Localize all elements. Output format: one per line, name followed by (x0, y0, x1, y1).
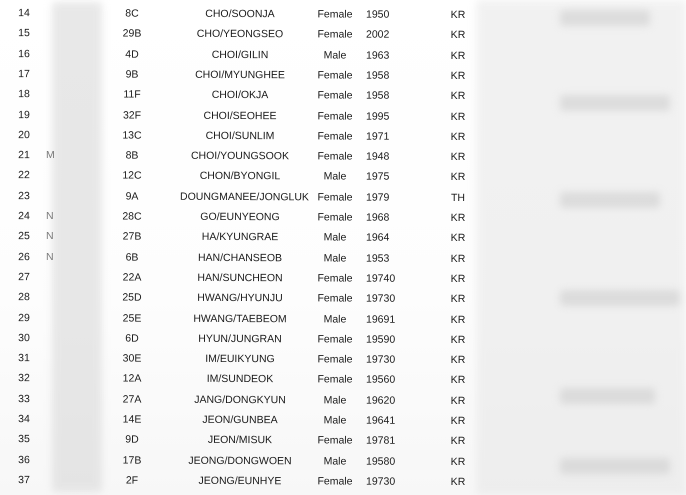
table-row (0, 226, 686, 249)
nationality: KR (450, 49, 466, 62)
table-row (0, 23, 686, 46)
seat-number: 9D (125, 433, 139, 446)
table-row (0, 287, 686, 310)
gender: Male (323, 252, 347, 265)
passenger-name: HWANG/HYUNJU (197, 292, 283, 305)
table-row (0, 247, 686, 270)
birth-year: 1963 (365, 49, 390, 62)
seat-number: 9B (125, 68, 139, 81)
seat-number: 6B (125, 251, 139, 264)
row-number: 30 (18, 331, 30, 344)
row-number: 19 (18, 108, 30, 121)
nationality: KR (450, 90, 466, 103)
gender: Male (323, 231, 347, 244)
birth-year: 19560 (365, 373, 396, 387)
nationality: KR (450, 313, 466, 326)
seat-number: 2F (125, 474, 139, 487)
birth-year: 1948 (365, 150, 390, 163)
passenger-name: JEONG/EUNHYE (198, 474, 282, 488)
birth-year: 19620 (365, 394, 396, 407)
passenger-name: JEON/GUNBEA (202, 413, 278, 427)
seat-number: 13C (122, 129, 142, 142)
gender: Female (317, 272, 353, 285)
passenger-name: CHO/SOONJA (205, 7, 275, 21)
passenger-name: GO/EUNYEONG (200, 210, 280, 224)
row-number: 29 (18, 311, 30, 324)
table-row (0, 84, 686, 107)
gender: Female (317, 211, 353, 224)
table-row (0, 267, 686, 290)
birth-year: 19641 (365, 414, 396, 427)
row-number: 28 (18, 291, 30, 304)
passenger-name: IM/EUIKYUNG (205, 352, 275, 366)
row-number: 27 (18, 270, 30, 284)
seat-number: 27A (122, 393, 142, 406)
passenger-name: CHOI/SUNLIM (205, 129, 275, 142)
passenger-name: CHOI/YOUNGSOOK (190, 149, 290, 163)
nationality: KR (450, 293, 466, 306)
gender: Male (323, 312, 347, 326)
passenger-name: HAN/SUNCHEON (197, 271, 283, 285)
gender: Male (323, 170, 347, 183)
birth-year: 1968 (365, 211, 390, 224)
gender: Female (317, 191, 353, 204)
birth-year: 1958 (365, 69, 390, 82)
gender: Female (317, 69, 353, 82)
table-row (0, 44, 686, 67)
partial-text-fragment: N (46, 230, 54, 243)
table-row (0, 308, 686, 331)
row-number: 34 (18, 413, 30, 426)
nationality: KR (450, 130, 466, 143)
row-number: 21 (18, 149, 30, 162)
gender: Male (323, 49, 347, 62)
gender: Female (317, 8, 353, 21)
row-number: 15 (18, 27, 30, 40)
seat-number: 17B (122, 454, 142, 467)
nationality: KR (450, 394, 466, 407)
nationality: KR (450, 232, 466, 245)
row-number: 23 (18, 189, 30, 202)
table-row (0, 450, 686, 473)
passenger-name: JANG/DONGKYUN (194, 393, 286, 406)
birth-year: 19730 (365, 353, 396, 366)
nationality: TH (450, 191, 466, 204)
seat-number: 28C (122, 210, 142, 223)
row-number: 25 (18, 230, 30, 243)
row-number: 18 (18, 88, 30, 101)
passenger-name: CHOI/OKJA (211, 89, 269, 102)
row-number: 17 (18, 67, 30, 81)
passenger-name: CHOI/SEOHEE (203, 109, 277, 122)
row-number: 37 (18, 473, 30, 487)
gender: Female (317, 109, 353, 123)
row-number: 20 (18, 128, 30, 141)
seat-number: 8B (125, 149, 139, 162)
seat-number: 30E (122, 352, 142, 365)
gender: Female (317, 475, 353, 488)
seat-number: 6D (125, 332, 139, 345)
nationality: KR (450, 475, 466, 488)
seat-number: 12C (122, 169, 142, 183)
nationality: KR (450, 69, 466, 82)
row-number: 24 (18, 210, 30, 223)
nationality: KR (450, 252, 466, 265)
gender: Female (317, 292, 353, 305)
nationality: KR (450, 272, 466, 285)
birth-year: 1953 (365, 252, 390, 265)
seat-number: 9A (125, 190, 139, 203)
table-row (0, 470, 686, 493)
seat-number: 8C (125, 7, 139, 20)
birth-year: 19730 (365, 475, 396, 488)
table-row (0, 125, 686, 148)
birth-year: 19691 (365, 313, 396, 326)
nationality: KR (450, 29, 466, 42)
birth-year: 19730 (365, 292, 396, 305)
nationality: KR (450, 110, 466, 123)
gender: Female (317, 353, 353, 366)
table-row (0, 165, 686, 188)
row-number: 31 (18, 352, 30, 365)
birth-year: 19781 (365, 434, 396, 448)
passenger-name: JEONG/DONGWOEN (188, 454, 292, 467)
row-number: 14 (18, 7, 30, 20)
nationality: KR (450, 333, 466, 346)
table-row (0, 186, 686, 209)
gender: Female (317, 373, 353, 386)
nationality: KR (450, 8, 466, 22)
row-number: 36 (18, 453, 30, 466)
row-number: 16 (18, 47, 30, 60)
seat-number: 14E (122, 413, 142, 426)
birth-year: 1995 (365, 110, 390, 123)
birth-year: 1950 (365, 8, 390, 21)
passenger-name: CHOI/MYUNGHEE (195, 68, 285, 82)
partial-text-fragment: M (46, 149, 55, 162)
gender: Female (317, 333, 353, 346)
nationality: KR (450, 211, 466, 225)
passenger-name: HYUN/JUNGRAN (198, 332, 282, 346)
row-number: 26 (18, 250, 30, 263)
passenger-name: CHO/YEONGSEO (196, 28, 284, 41)
birth-year: 1979 (365, 191, 390, 204)
nationality: KR (450, 151, 466, 164)
seat-number: 11F (123, 88, 141, 101)
partial-text-fragment: N (46, 210, 54, 222)
birth-year: 19590 (365, 333, 396, 346)
passenger-name: CHOI/GILIN (211, 48, 269, 61)
table-row (0, 64, 686, 87)
table-row (0, 328, 686, 351)
seat-number: 27B (122, 230, 142, 243)
passenger-name: IM/SUNDEOK (206, 373, 274, 386)
gender: Female (317, 28, 353, 41)
gender: Female (317, 434, 353, 447)
partial-text-fragment: N (46, 250, 54, 263)
gender: Male (323, 414, 347, 427)
seat-number: 22A (122, 271, 142, 284)
table-row (0, 368, 686, 391)
passenger-name: HA/KYUNGRAE (201, 231, 279, 244)
seat-number: 25D (122, 291, 142, 304)
gender: Female (317, 130, 353, 143)
birth-year: 1975 (365, 170, 390, 184)
nationality: KR (450, 374, 466, 387)
birth-year: 1958 (365, 89, 390, 102)
gender: Male (323, 394, 347, 407)
row-number: 35 (18, 433, 30, 446)
nationality: KR (450, 354, 466, 367)
birth-year: 1971 (365, 130, 390, 143)
birth-year: 1964 (365, 231, 390, 244)
seat-number: 12A (122, 372, 142, 386)
passenger-name: HAN/CHANSEOB (197, 251, 283, 264)
seat-number: 4D (125, 48, 139, 61)
seat-number: 29B (122, 27, 142, 40)
seat-number: 25E (122, 312, 142, 325)
passenger-name: HWANG/TAEBEOM (193, 312, 287, 325)
passenger-name: DOUNGMANEE/JONGLUK (179, 190, 309, 204)
nationality: KR (450, 414, 466, 428)
birth-year: 19580 (365, 455, 396, 468)
birth-year: 2002 (365, 28, 390, 41)
nationality: KR (450, 455, 466, 468)
gender: Female (317, 150, 353, 163)
seat-number: 32F (122, 109, 142, 122)
table-row (0, 429, 686, 452)
row-number: 22 (18, 169, 30, 182)
row-number: 32 (18, 372, 30, 385)
gender: Female (317, 89, 353, 102)
row-number: 33 (18, 392, 30, 405)
table-row (0, 105, 686, 128)
nationality: KR (450, 435, 466, 448)
birth-year: 19740 (365, 272, 396, 285)
passenger-name: JEON/MISUK (207, 434, 273, 447)
passenger-name: CHON/BYONGIL (199, 170, 281, 183)
table-row (0, 389, 686, 412)
nationality: KR (450, 171, 466, 184)
gender: Male (323, 455, 347, 468)
